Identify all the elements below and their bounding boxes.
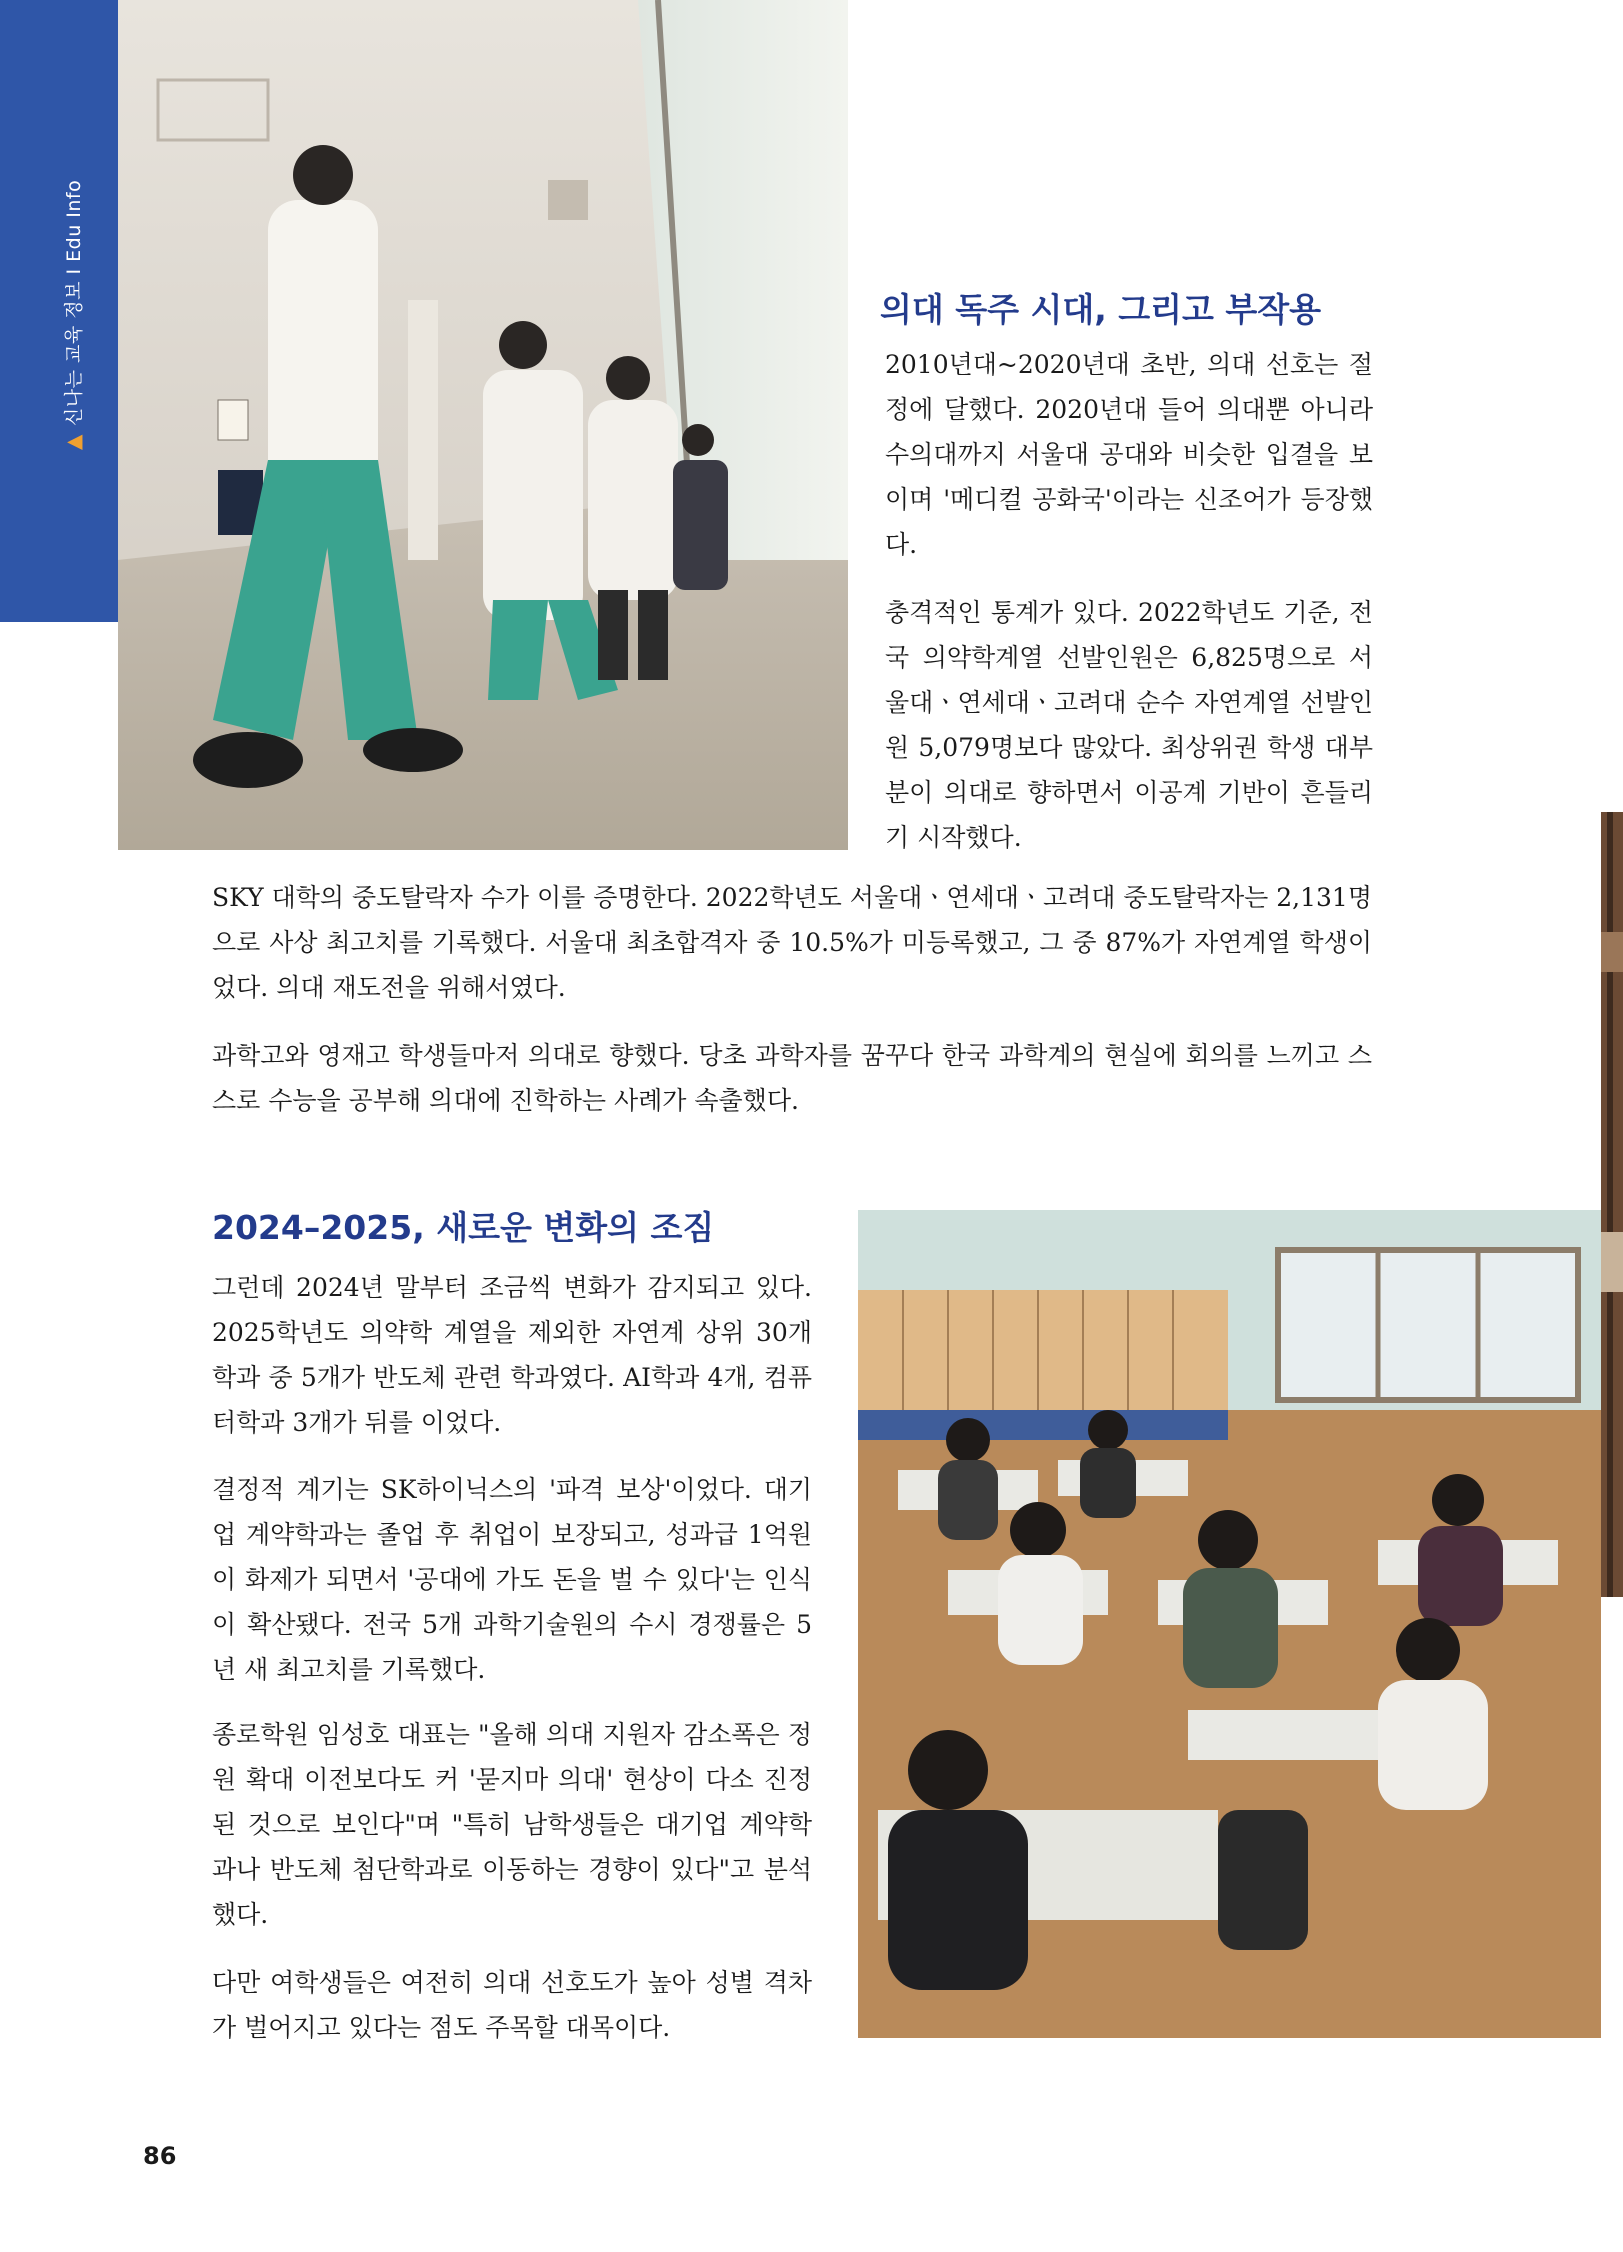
section-heading-new-change: 2024–2025, 새로운 변화의 조짐 <box>212 1208 715 1247</box>
lamp-icon: ▲ <box>60 434 85 450</box>
body-paragraph: 결정적 계기는 SK하이닉스의 '파격 보상'이었다. 대기업 계약학과는 졸업 후 취업이 보장되고, 성과급 1억원이 화제가 되면서 '공대에 가도 돈을 벌 수 있다'는 인식이 확산됐다. 전국 5개 과학기술원의 수시 경쟁률은 5년 새 최고치를 기록했다. <box>212 1475 812 1684</box>
page-number: 86 <box>143 2142 177 2170</box>
section-label <box>59 180 86 450</box>
body-paragraph: 그런데 2024년 말부터 조금씩 변화가 감지되고 있다. 2025학년도 의약학 계열을 제외한 자연계 상위 30개 학과 중 5개가 반도체 관련 학과였다. AI학과 4개, 컴퓨터학과 3개가 뒤를 이었다. <box>212 1273 812 1437</box>
edge-image-strip <box>1601 812 1623 1597</box>
body-paragraph: 2010년대~2020년대 초반, 의대 선호는 절정에 달했다. 2020년대 들어 의대뿐 아니라 수의대까지 서울대 공대와 비슷한 입결을 보이며 '메디컬 공화국'이라는 신조어가 등장했다. <box>885 350 1373 559</box>
section-heading-medical-dominance: 의대 독주 시대, 그리고 부작용 <box>880 290 1322 329</box>
body-paragraph: SKY 대학의 중도탈락자 수가 이를 증명한다. 2022학년도 서울대ㆍ연세대ㆍ고려대 중도탈락자는 2,131명으로 사상 최고치를 기록했다. 서울대 최초합격자 중 10.5%가 미등록했고, 그 중 87%가 자연계열 학생이었다. 의대 재도전을 위해서였다. <box>212 883 1372 1002</box>
doctors-walking-photo <box>118 0 848 850</box>
body-paragraph: 충격적인 통계가 있다. 2022학년도 기준, 전국 의약학계열 선발인원은 6,825명으로 서울대ㆍ연세대ㆍ고려대 순수 자연계열 선발인원 5,079명보다 많았다. 최상위권 학생 대부분이 의대로 향하면서 이공계 기반이 흔들리기 시작했다. <box>885 598 1373 852</box>
section-label-text: 신나는 교육 정보 I Edu Info <box>63 179 85 427</box>
body-paragraph: 종로학원 임성호 대표는 "올해 의대 지원자 감소폭은 정원 확대 이전보다도 커 '묻지마 의대' 현상이 다소 진정된 것으로 보인다"며 "특히 남학생들은 대기업 계약학과나 반도체 첨단학과로 이동하는 경향이 있다"고 분석했다. <box>212 1720 812 1929</box>
classroom-exam-photo <box>858 1210 1601 2038</box>
body-paragraph: 다만 여학생들은 여전히 의대 선호도가 높아 성별 격차가 벌어지고 있다는 점도 주목할 대목이다. <box>212 1968 812 2042</box>
body-paragraph: 과학고와 영재고 학생들마저 의대로 향했다. 당초 과학자를 꿈꾸다 한국 과학계의 현실에 회의를 느끼고 스스로 수능을 공부해 의대에 진학하는 사례가 속출했다. <box>212 1041 1372 1115</box>
